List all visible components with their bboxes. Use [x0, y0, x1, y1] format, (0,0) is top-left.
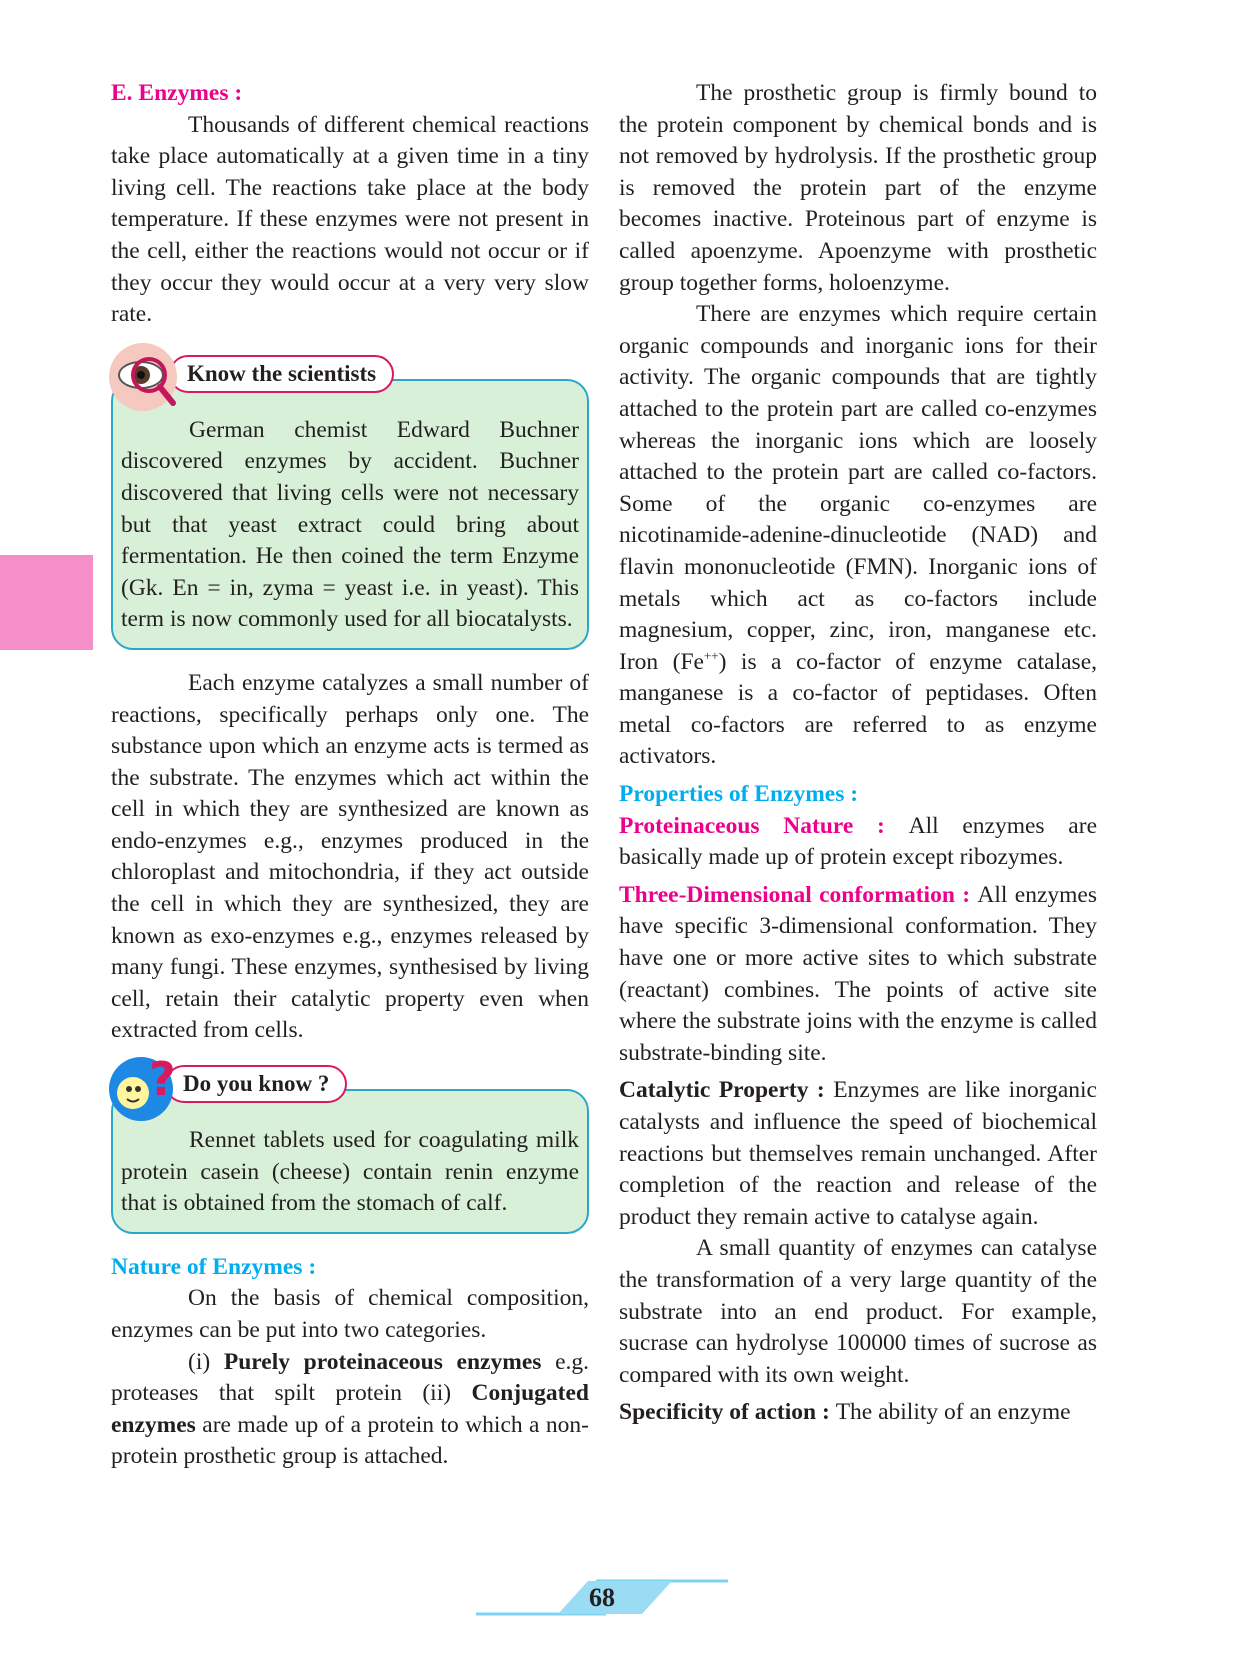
paragraph: The prosthetic group is firmly bound to the protein component by chemical bonds and is not removed by hydrolysis. If the prosthetic group is removed the protein part of the enzyme becomes inactive. Proteinous part of enzyme is called apoenzyme. Apoenzyme with prosthetic group together forms, holoenzyme. [619, 80, 1097, 296]
property-label: Three-Dimensional conformation : [619, 881, 978, 908]
paragraph: Thousands of different chemical reactions take place automatically at a given time in a tiny living cell. The reactions take place at the body temperature. If these enzymes were not present in the cell, either the reactions would not occur or if they occur they would occur at a very very slow rate. [111, 111, 589, 328]
left-column [111, 78, 589, 1473]
eye-magnifier-icon [107, 341, 179, 413]
paragraph [619, 299, 1097, 773]
property-label: Proteinaceous Nature : [619, 812, 909, 839]
page-number: 68 [589, 1583, 615, 1612]
property-label: Catalytic Property : [619, 1077, 834, 1104]
page-footer [476, 1578, 728, 1618]
do-you-know-box [111, 1052, 589, 1234]
paragraph: On the basis of chemical composition, enzymes can be put into two categories. [111, 1285, 589, 1343]
text-run: The ability of an enzyme [835, 1399, 1071, 1426]
paragraph [619, 880, 1097, 1070]
box-title: Do you know ? [165, 1065, 347, 1103]
box-body [111, 1089, 589, 1234]
text-run: All enzymes are basically made up of protein except ribozymes. [619, 812, 1097, 871]
box-title: Know the scientists [169, 355, 394, 393]
box-text: Rennet tablets used for coagulating milk protein casein (cheese) contain renin enzyme that is obtained from the stomach of calf. [121, 1127, 579, 1217]
text-run: ) is a co-factor of enzyme catalase, manganese is a co-factor of peptidases. Often metal co-factors are referred to as enzyme activators. [619, 648, 1098, 770]
text-run: There are enzymes which require certain organic compounds and inorganic ions for their activity. The organic compounds that are tightly attached to the protein part are called co-enzymes whereas the inorganic ions which are loosely attached to the protein part are called co-factors. Some of the organic co-enzymes are nicotinamide-adenine-dinucleotide (NAD) and flavin mononucleotide (FMN). Inorganic ions of metals which act as co-factors include magnesium, copper, zinc, iron, manganese etc. Iron (Fe [619, 301, 1097, 675]
text-run: All enzymes have specific 3-dimensional conformation. They have one or more active sites to which substrate (reactant) combines. The points of active site where the substrate joins with the enzyme is called substrate-binding site. [619, 881, 1097, 1066]
superscript: ++ [703, 647, 719, 663]
section-heading: E. Enzymes : [111, 80, 243, 106]
svg-text:?: ? [149, 1052, 176, 1107]
paragraph [111, 1347, 589, 1473]
text-run: Enzymes are like inorganic catalysts and influence the speed of biochemical reactions but themselves remain unchanged. After completion of the reaction and release of the product they remain active to catalyse again. [619, 1077, 1097, 1230]
right-column [619, 78, 1097, 1429]
question-mark-icon [107, 1051, 179, 1123]
box-body [111, 379, 589, 650]
paragraph [619, 1075, 1097, 1233]
subsection-heading: Nature of Enzymes : [111, 1253, 317, 1280]
bold-term: Purely proteinaceous enzymes [223, 1348, 542, 1375]
paragraph [619, 811, 1097, 874]
text-run: e.g. proteases that spilt protein (ii) [111, 1348, 589, 1407]
property-label: Specificity of action : [619, 1399, 836, 1426]
bold-term: Conjugated enzymes [111, 1380, 589, 1438]
paragraph: A small quantity of enzymes can catalyse the transformation of a very large quantity of the substrate into an end product. For example, sucrase can hydrolyse 100000 times of sucrose as compared with its own weight. [619, 1235, 1097, 1388]
text-run: are made up of a protein to which a non-protein prosthetic group is attached. [111, 1411, 589, 1470]
text-run: (i) [188, 1348, 224, 1375]
paragraph: Each enzyme catalyzes a small number of reactions, specifically perhaps only one. The substance upon which an enzyme acts is termed as the substrate. The enzymes which act within the cell in which they are synthesized are known as endo-enzymes e.g., enzymes produced in the chloroplast and mitochondria, if they act outside the cell in which they are synthesized, they are known as exo-enzymes e.g., enzymes released by many fungi. These enzymes, synthesised by living cell, retain their catalytic property even when extracted from cells. [111, 669, 589, 1044]
chapter-side-tab [0, 555, 93, 650]
box-text: German chemist Edward Buchner discovered enzymes by accident. Buchner discovered that living cells were not necessary but that yeast extract could bring about fermentation. He then coined the term Enzyme (Gk. En = in, zyma = yeast i.e. in yeast). This term is now commonly used for all biocatalysts. [121, 416, 579, 633]
subsection-heading: Properties of Enzymes : [619, 781, 859, 808]
paragraph [619, 1397, 1097, 1429]
know-the-scientists-box [111, 360, 589, 650]
